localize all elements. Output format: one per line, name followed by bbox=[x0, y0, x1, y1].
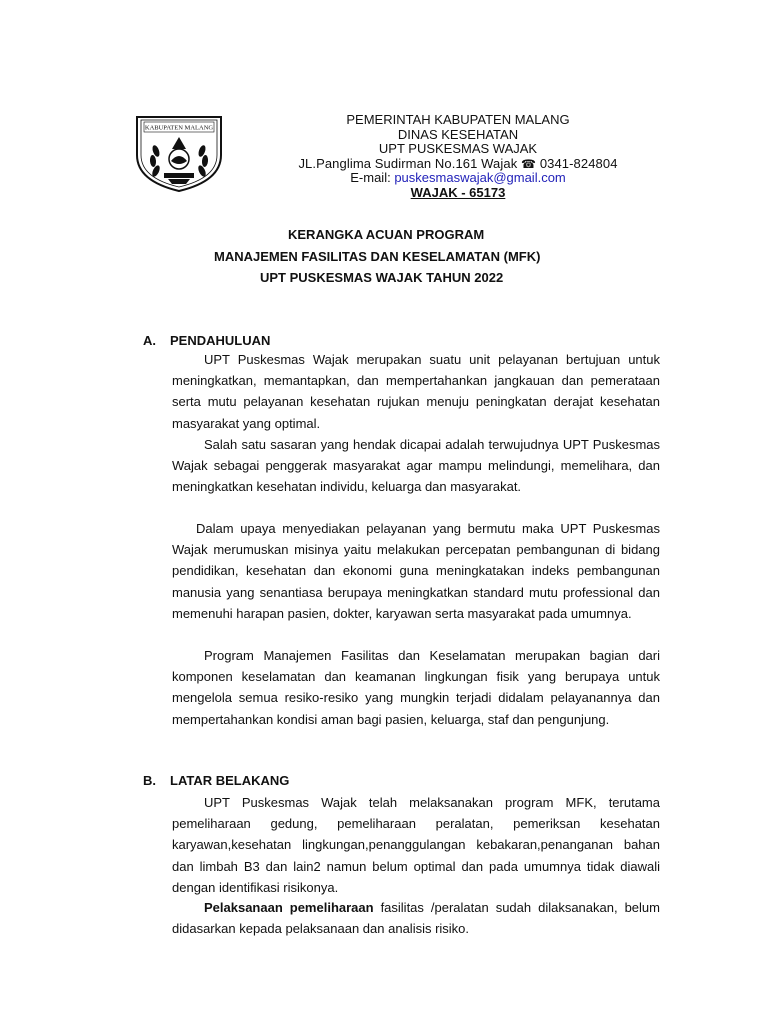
title-line-3: UPT PUSKESMAS WAJAK TAHUN 2022 bbox=[260, 270, 504, 285]
section-a-paragraph-4: Program Manajemen Fasilitas dan Keselamatan merupakan bagian dari komponen keselamatan dan keamanan lingkungan fisik yang berupaya untuk mengelola semua resiko-resiko yang mungkin terjadi didalam pelayanannya dan mempertahankan kondisi aman bagi pasien, keluarga, staf dan pengunjung. bbox=[172, 648, 660, 727]
svg-text:KABUPATEN MALANG: KABUPATEN MALANG bbox=[144, 124, 214, 132]
section-a-paragraph-1: UPT Puskesmas Wajak merupakan suatu unit pelayanan bertujuan untuk meningkatkan, memantapkan, dan mempertahankan jangkauan dan pemerataan serta mutu pelayanan kesehatan rujukan menuju peningkatan derajat kesehatan masyarakat yang optimal. bbox=[172, 352, 660, 431]
section-title: LATAR BELAKANG bbox=[170, 773, 290, 788]
address-line bbox=[248, 157, 668, 172]
address: JL.Panglima Sudirman No.161 Wajak bbox=[298, 155, 518, 171]
section-a-paragraph-3: Dalam upaya menyediakan pelayanan yang bermutu maka UPT Puskesmas Wajak merumuskan misinya yaitu melakukan percepatan pembangunan di bidang pendidikan, kesehatan dan ekonomi guna meningkatakan indeks pembangunan manusia yang senantiasa berupaya meningkatkan standard mutu professional dan memenuhi harapan pasien, dokter, karyawan serta masyarakat pada umumnya. bbox=[172, 521, 660, 621]
bold-phrase: Pelaksanaan pemeliharaan bbox=[204, 900, 374, 915]
institution-name: UPT PUSKESMAS WAJAK bbox=[378, 141, 538, 156]
email-line bbox=[248, 171, 668, 186]
section-a-heading bbox=[143, 333, 270, 348]
government-name: PEMERINTAH KABUPATEN MALANG bbox=[346, 112, 570, 127]
section-b-paragraph-1: UPT Puskesmas Wajak telah melaksanakan program MFK, terutama pemeliharaan gedung, pemeliharaan peralatan, pemeriksan kesehatan karyawan,kesehatan lingkungan,penanggulangan kebakaran,penanganan bahan dan limbah B3 dan lain2 namun belum optimal dan pada umumnya tidak diawali dengan identifikasi risikonya. bbox=[172, 795, 660, 895]
telephone-icon: ☎ bbox=[521, 156, 537, 171]
department-name: DINAS KESEHATAN bbox=[397, 126, 519, 142]
kabupaten-malang-logo bbox=[134, 115, 224, 193]
letterhead bbox=[248, 113, 668, 200]
section-a-paragraph-2: Salah satu sasaran yang hendak dicapai adalah terwujudnya UPT Puskesmas Wajak sebagai penggerak masyarakat agar mampu melindungi, memelihara, dan meningkatkan kesehatan individu, keluarga dan masyarakat. bbox=[172, 437, 660, 495]
section-letter: B. bbox=[143, 773, 156, 788]
section-b-paragraph-2: Pelaksanaan pemeliharaan fasilitas /peralatan sudah dilaksanakan, belum didasarkan kepada pelaksanaan dan analisis risiko. bbox=[172, 900, 660, 937]
phone-number: 0341-824804 bbox=[539, 155, 618, 171]
title-line-2: MANAJEMEN FASILITAS DAN KESELAMATAN (MFK) bbox=[214, 249, 541, 264]
title-line-1: KERANGKA ACUAN PROGRAM bbox=[288, 227, 485, 242]
section-b-heading bbox=[143, 773, 289, 788]
postal-line: WAJAK - 65173 bbox=[410, 184, 506, 200]
email-link[interactable]: puskesmaswajak@gmail.com bbox=[394, 170, 566, 185]
section-letter: A. bbox=[143, 333, 156, 348]
section-title: PENDAHULUAN bbox=[170, 333, 271, 348]
email-label: E-mail: bbox=[350, 170, 391, 185]
